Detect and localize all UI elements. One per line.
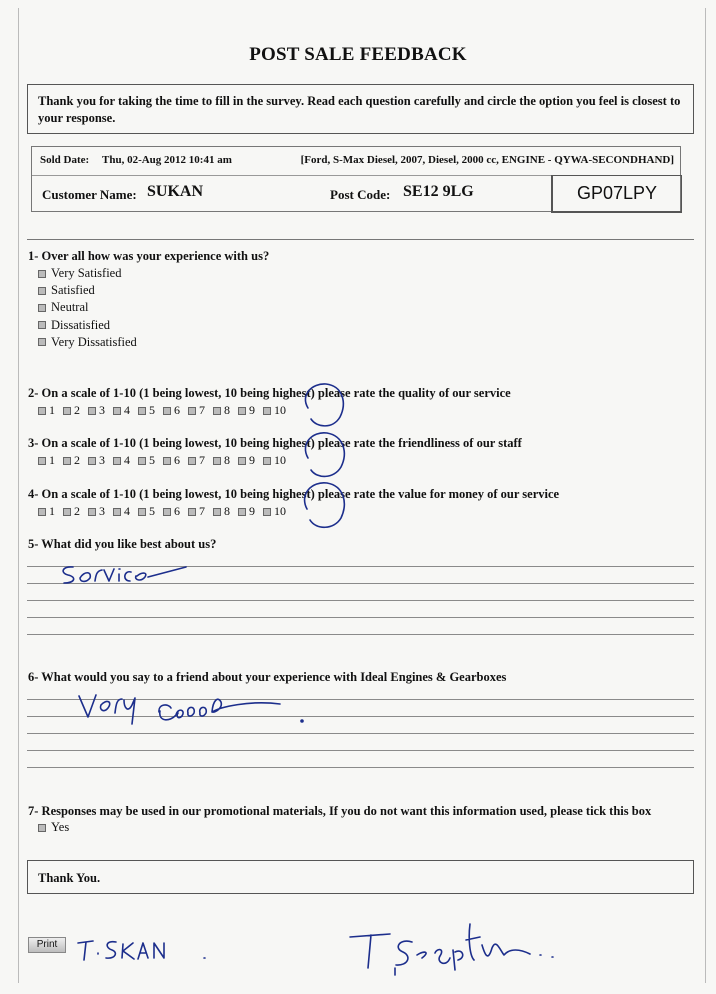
scale-option[interactable]: 3 [88,403,105,418]
scale-option[interactable]: 1 [38,403,55,418]
scale-option[interactable]: 2 [63,504,80,519]
checkbox[interactable] [188,457,196,465]
q1-question: 1- Over all how was your experience with us? [28,249,270,263]
scale-option[interactable]: 5 [138,453,155,468]
checkbox[interactable] [138,407,146,415]
scale-option[interactable]: 7 [188,504,205,519]
answer-line [27,634,694,635]
scale-option[interactable]: 5 [138,403,155,418]
checkbox[interactable] [138,457,146,465]
checkbox[interactable] [88,457,96,465]
q2-question: 2- On a scale of 1-10 (1 being lowest, 10 being highest) please rate the quality of our service [28,386,511,400]
checkbox[interactable] [163,457,171,465]
answer-line [27,733,694,734]
q7-option[interactable]: Yes [38,820,69,835]
answer-line [27,617,694,618]
scale-option[interactable]: 6 [163,504,180,519]
checkbox[interactable] [263,508,271,516]
checkbox[interactable] [238,407,246,415]
checkbox[interactable] [138,508,146,516]
scale-option[interactable]: 7 [188,403,205,418]
intro-text: Thank you for taking the time to fill in the survey. Read each question carefully and circle the option you feel is closest to your response. [38,94,681,125]
q1-option[interactable]: Satisfied [38,282,137,299]
q1-option[interactable]: Very Dissatisfied [38,334,137,351]
checkbox[interactable] [213,407,221,415]
checkbox[interactable] [63,407,71,415]
checkbox[interactable] [213,508,221,516]
scale-option[interactable]: 8 [213,453,230,468]
checkbox[interactable] [263,407,271,415]
post-code-value: SE12 9LG [403,183,474,200]
checkbox[interactable] [38,407,46,415]
intro-box [27,84,694,134]
checkbox[interactable] [113,457,121,465]
scale-option[interactable]: 4 [113,403,130,418]
scale-option[interactable]: 4 [113,453,130,468]
answer-line [27,750,694,751]
print-button[interactable]: Print [28,937,66,953]
post-code-label: Post Code: [330,187,391,202]
checkbox[interactable] [263,457,271,465]
scale-option[interactable]: 6 [163,403,180,418]
checkbox[interactable] [188,407,196,415]
q4-question: 4- On a scale of 1-10 (1 being lowest, 10 being highest) please rate the value for money of our service [28,487,560,501]
q1-option[interactable]: Very Satisfied [38,265,137,282]
checkbox[interactable] [188,508,196,516]
checkbox[interactable] [238,508,246,516]
scale-option[interactable]: 3 [88,453,105,468]
checkbox[interactable] [113,508,121,516]
section-divider [27,239,694,240]
checkbox[interactable] [63,457,71,465]
scale-option[interactable]: 9 [238,453,255,468]
q1-option[interactable]: Neutral [38,299,137,316]
checkbox[interactable] [163,508,171,516]
scale-option[interactable]: 10 [263,504,286,519]
scale-option[interactable]: 10 [263,403,286,418]
thanks-text: Thank You. [38,871,101,885]
sale-info-row [32,147,680,176]
scale-option[interactable]: 3 [88,504,105,519]
customer-name-label: Customer Name: [42,187,137,202]
q7-question: 7- Responses may be used in our promotional materials, If you do not want this information used, please tick this box [28,804,652,818]
checkbox[interactable] [38,508,46,516]
checkbox[interactable] [38,287,46,295]
checkbox[interactable] [113,407,121,415]
checkbox[interactable] [63,508,71,516]
scale-option[interactable]: 10 [263,453,286,468]
checkbox[interactable] [238,457,246,465]
q2-scale [38,403,294,418]
q6-question: 6- What would you say to a friend about your experience with Ideal Engines & Gearboxes [28,670,507,684]
answer-line [27,600,694,601]
sale-info-box [31,146,681,212]
checkbox[interactable] [213,457,221,465]
checkbox[interactable] [38,824,46,832]
checkbox[interactable] [163,407,171,415]
checkbox[interactable] [38,457,46,465]
scale-option[interactable]: 9 [238,504,255,519]
scale-option[interactable]: 1 [38,504,55,519]
checkbox[interactable] [88,508,96,516]
checkbox[interactable] [38,270,46,278]
answer-line [27,566,694,567]
checkbox[interactable] [38,321,46,329]
sold-date-label: Sold Date: [40,154,90,166]
answer-line [27,767,694,768]
scale-option[interactable]: 7 [188,453,205,468]
q5-question: 5- What did you like best about us? [28,537,217,551]
scale-option[interactable]: 8 [213,504,230,519]
answer-line [27,583,694,584]
checkbox[interactable] [38,304,46,312]
q3-scale [38,453,294,468]
q4-scale [38,504,294,519]
scale-option[interactable]: 9 [238,403,255,418]
checkbox[interactable] [38,338,46,346]
scale-option[interactable]: 8 [213,403,230,418]
q3-question: 3- On a scale of 1-10 (1 being lowest, 10 being highest) please rate the friendliness of our staff [28,436,522,450]
scale-option[interactable]: 1 [38,453,55,468]
sold-date-value: Thu, 02-Aug 2012 10:41 am [102,154,232,166]
scale-option[interactable]: 6 [163,453,180,468]
answer-line [27,716,694,717]
scale-option[interactable]: 4 [113,504,130,519]
thanks-box [27,860,694,894]
checkbox[interactable] [88,407,96,415]
customer-name-value: SUKAN [147,183,204,200]
vehicle-details: [Ford, S-Max Diesel, 2007, Diesel, 2000 cc, ENGINE - QYWA-SECONDHAND] [300,154,674,166]
answer-line [27,699,694,700]
scale-option[interactable]: 2 [63,403,80,418]
q1-options [38,265,137,351]
registration-box: GP07LPY [551,175,682,213]
scale-option[interactable]: 5 [138,504,155,519]
q1-option[interactable]: Dissatisfied [38,317,137,334]
form-title: POST SALE FEEDBACK [249,44,467,65]
scale-option[interactable]: 2 [63,453,80,468]
